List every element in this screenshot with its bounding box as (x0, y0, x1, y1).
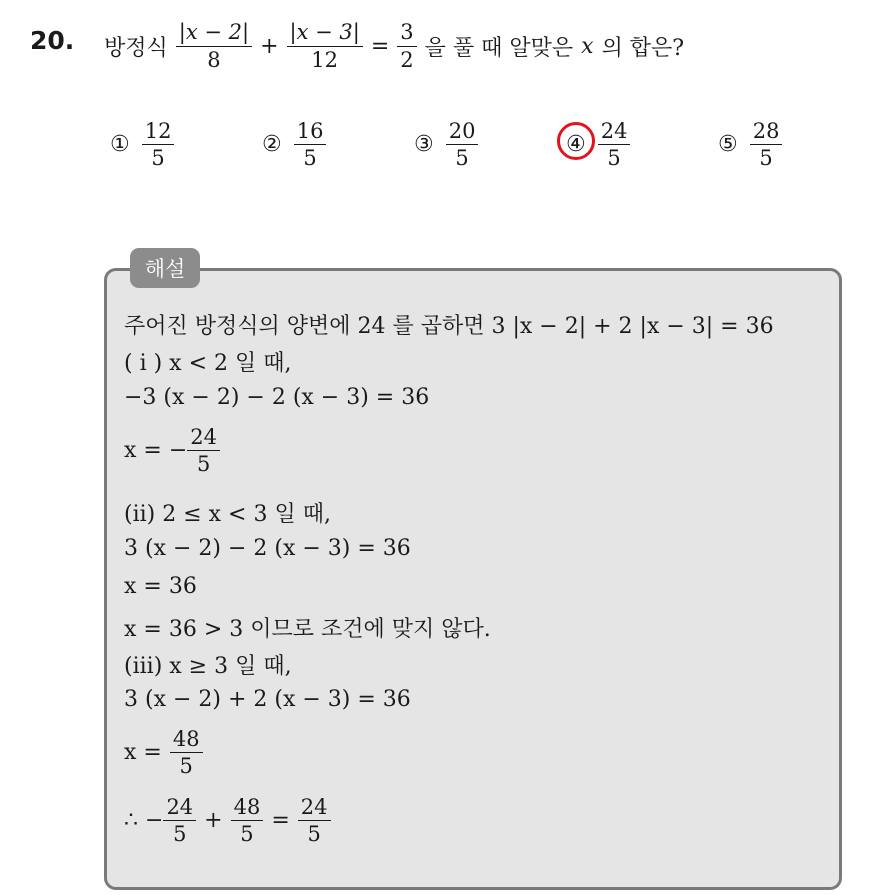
solution-eq2: 3 (x − 2) − 2 (x − 3) = 36 (124, 536, 411, 561)
choice-5-label: ⑤ (718, 132, 738, 158)
solution-case2: (ii) 2 ≤ x < 3 일 때, (124, 502, 331, 527)
sum-result-num: 24 (298, 796, 331, 821)
choice-3-num: 20 (446, 120, 479, 145)
choice-2-num: 16 (294, 120, 327, 145)
choice-1-den: 5 (151, 146, 165, 171)
question-variable: x (581, 33, 594, 59)
sum-result-den: 5 (307, 822, 321, 847)
choice-5[interactable] (718, 120, 782, 169)
solution-eq1: −3 (x − 2) − 2 (x − 3) = 36 (124, 385, 430, 410)
choice-3-value (446, 120, 479, 169)
solution-eq3: 3 (x − 2) + 2 (x − 3) = 36 (124, 687, 411, 712)
x3-lhs: x = (124, 740, 162, 766)
choice-2-value (294, 120, 327, 169)
solution-x2-note: x = 36 > 3 이므로 조건에 맞지 않다. (124, 617, 491, 642)
therefore-symbol: ∴ − (124, 808, 164, 834)
x1-fraction (187, 426, 220, 475)
question-rhs (397, 21, 416, 70)
sum-term-a (163, 796, 196, 845)
choice-3-label: ③ (414, 132, 434, 158)
rhs-numerator: 3 (397, 21, 416, 46)
choice-1-label: ① (110, 132, 130, 158)
solution-case1: ( i ) x < 2 일 때, (124, 351, 292, 376)
choice-1-value (142, 120, 175, 169)
question-suffix1: 을 풀 때 알맞은 (424, 35, 574, 61)
choice-4-label (566, 132, 586, 157)
question-term2 (287, 21, 363, 70)
choice-5-num: 28 (750, 120, 783, 145)
sum-plus: + (204, 808, 223, 834)
solution-case3: (iii) x ≥ 3 일 때, (124, 654, 292, 679)
choice-2-label: ② (262, 132, 282, 158)
solution-sum (124, 796, 331, 845)
choice-2-den: 5 (303, 146, 317, 171)
choice-3-den: 5 (455, 146, 469, 171)
solution-x1 (124, 426, 220, 475)
term1-numerator: |x − 2| (176, 21, 252, 46)
solution-x2: x = 36 (124, 574, 197, 599)
x1-num: 24 (187, 426, 220, 451)
sum-term-b (231, 796, 264, 845)
x3-fraction (170, 728, 203, 777)
sum-a-num: 24 (163, 796, 196, 821)
question-plus: + (260, 33, 279, 59)
x3-num: 48 (170, 728, 203, 753)
answer-circle-mark (557, 122, 595, 160)
choice-4[interactable] (566, 120, 630, 169)
term1-denominator: 8 (207, 47, 221, 72)
choice-4-label-text: ④ (566, 132, 586, 158)
term2-numerator: |x − 3| (287, 21, 363, 46)
choice-2[interactable] (262, 120, 326, 169)
rhs-denominator: 2 (400, 47, 414, 72)
sum-a-den: 5 (173, 822, 187, 847)
x1-lhs: x = − (124, 438, 188, 464)
sum-equals: = (271, 808, 290, 834)
sum-b-den: 5 (240, 822, 254, 847)
question-text (104, 12, 684, 80)
x3-den: 5 (179, 754, 193, 779)
choice-3[interactable] (414, 120, 478, 169)
question-prefix: 방정식 (104, 35, 168, 61)
choice-5-value (750, 120, 783, 169)
question-equals: = (370, 33, 390, 59)
x1-den: 5 (196, 452, 211, 477)
choice-5-den: 5 (759, 146, 773, 171)
choice-1-num: 12 (142, 120, 175, 145)
solution-intro: 주어진 방정식의 양변에 24 를 곱하면 3 |x − 2| + 2 |x − 3| = 36 (124, 314, 774, 339)
solution-tab: 해설 (130, 248, 200, 288)
question-term1 (176, 21, 252, 70)
choice-4-num: 24 (598, 120, 631, 145)
choice-4-den: 5 (607, 146, 621, 171)
sum-b-num: 48 (231, 796, 264, 821)
question-suffix2: 의 합은? (601, 35, 685, 61)
choice-1[interactable] (110, 120, 174, 169)
sum-result (298, 796, 331, 845)
term2-denominator: 12 (311, 47, 339, 72)
question-number: 20. (30, 26, 75, 55)
choice-4-value (598, 120, 631, 169)
solution-x3 (124, 728, 203, 777)
